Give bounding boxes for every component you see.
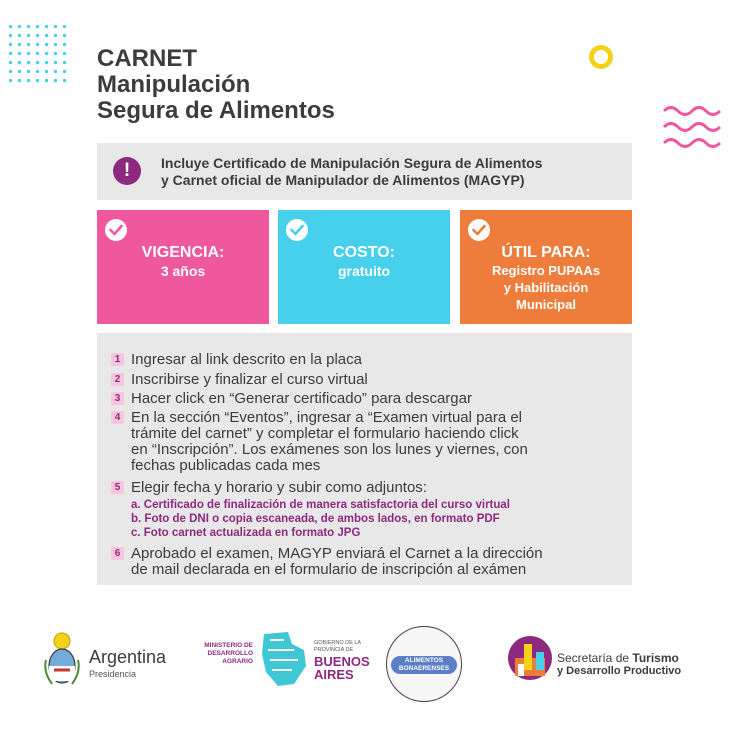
ministerio-line: DESARROLLO	[207, 650, 253, 657]
buenos-aires-text	[314, 655, 370, 681]
banner-line: y Carnet oficial de Manipulador de Alimentos (MAGYP)	[161, 172, 525, 188]
step-text: Hacer click en “Generar certificado” para descargar	[131, 390, 472, 407]
step-text: En la sección “Eventos”, ingresar a “Examen virtual para el	[131, 409, 523, 426]
yellow-ring-decoration	[589, 45, 613, 69]
card-value: Registro PUPAAs	[491, 263, 601, 278]
card-value: Municipal	[516, 297, 576, 312]
title-line: Segura de Alimentos	[97, 97, 335, 124]
gobierno-line: GOBIERNO DE LA	[314, 640, 362, 646]
wave-lines-decoration	[662, 103, 722, 151]
exclamation-icon: !	[113, 157, 141, 185]
step-text: Elegir fecha y horario y subir como adjuntos:	[131, 479, 427, 496]
card-title: VIGENCIA:	[141, 244, 225, 261]
card-costo	[278, 210, 450, 324]
alimentos-bonaerenses-logo	[386, 626, 462, 702]
step-text: trámite del carnet” y completar el formulario haciendo click	[131, 425, 519, 442]
step-text: Ingresar al link descrito en la placa	[131, 351, 362, 368]
step-number: 4	[111, 411, 124, 424]
gobierno-text	[314, 640, 361, 654]
step-number: 1	[111, 353, 124, 366]
buenos-aires-map-logo	[258, 630, 310, 688]
steps-panel	[97, 333, 632, 585]
step-number: 6	[111, 547, 124, 560]
attachment-item: b. Foto de DNI o copia escaneada, de ambos lados, en formato PDF	[131, 513, 500, 525]
attachment-item: a. Certificado de finalización de manera satisfactoria del curso virtual	[131, 499, 510, 511]
footer-logos	[0, 620, 730, 710]
argentina-logo-text: Argentina	[89, 647, 167, 667]
title-line: Manipulación	[97, 71, 251, 98]
attachment-item: c. Foto carnet actualizada en formato JPG	[131, 527, 361, 539]
alimentos-line: BONAERENSES	[398, 665, 450, 672]
alimentos-badge	[391, 656, 457, 674]
step-number: 2	[111, 373, 124, 386]
secretaria-prefix: Secretaría de	[557, 651, 633, 665]
card-title: COSTO:	[333, 244, 395, 261]
banner-text	[161, 155, 542, 189]
step-text: de mail declarada en el formulario de inscripción al exámen	[131, 561, 527, 578]
card-util-para	[460, 210, 632, 324]
title-line: CARNET	[97, 45, 197, 72]
coat-of-arms-logo	[42, 630, 82, 690]
card-title: ÚTIL PARA:	[501, 244, 591, 261]
card-value: gratuito	[337, 263, 391, 279]
step-text: Inscribirse y finalizar el curso virtual	[131, 371, 368, 388]
check-icon	[468, 219, 490, 241]
dot-grid-decoration	[6, 22, 68, 84]
step-number: 3	[111, 392, 124, 405]
info-banner	[97, 143, 632, 200]
secretaria-subtext: y Desarrollo Productivo	[557, 665, 682, 677]
ministerio-text	[201, 642, 253, 666]
step-number: 5	[111, 481, 124, 494]
gobierno-line: PROVINCIA DE	[314, 647, 354, 653]
secretaria-text	[557, 651, 679, 665]
check-icon	[286, 219, 308, 241]
card-value: y Habilitación	[503, 280, 589, 295]
banner-line: Incluye Certificado de Manipulación Segura de Alimentos	[161, 155, 543, 171]
presidencia-text: Presidencia	[89, 669, 137, 679]
step-text: en “Inscripción”. Los exámenes son los lunes y viernes, con	[131, 441, 528, 458]
card-value: 3 años	[160, 263, 206, 279]
card-vigencia	[97, 210, 269, 324]
ministerio-line: AGRARIO	[222, 658, 253, 665]
secretaria-turismo: Turismo	[632, 651, 679, 665]
alimentos-line: ALIMENTOS	[404, 657, 444, 664]
ministerio-line: MINISTERIO DE	[204, 642, 253, 649]
page-title	[97, 46, 335, 124]
secretaria-logo	[506, 634, 554, 682]
buenos-aires-line: AIRES	[314, 667, 354, 682]
step-text: fechas publicadas cada mes	[131, 457, 321, 474]
check-icon	[105, 219, 127, 241]
buenos-aires-line: BUENOS	[314, 654, 370, 669]
step-text: Aprobado el examen, MAGYP enviará el Carnet a la dirección	[131, 545, 543, 562]
